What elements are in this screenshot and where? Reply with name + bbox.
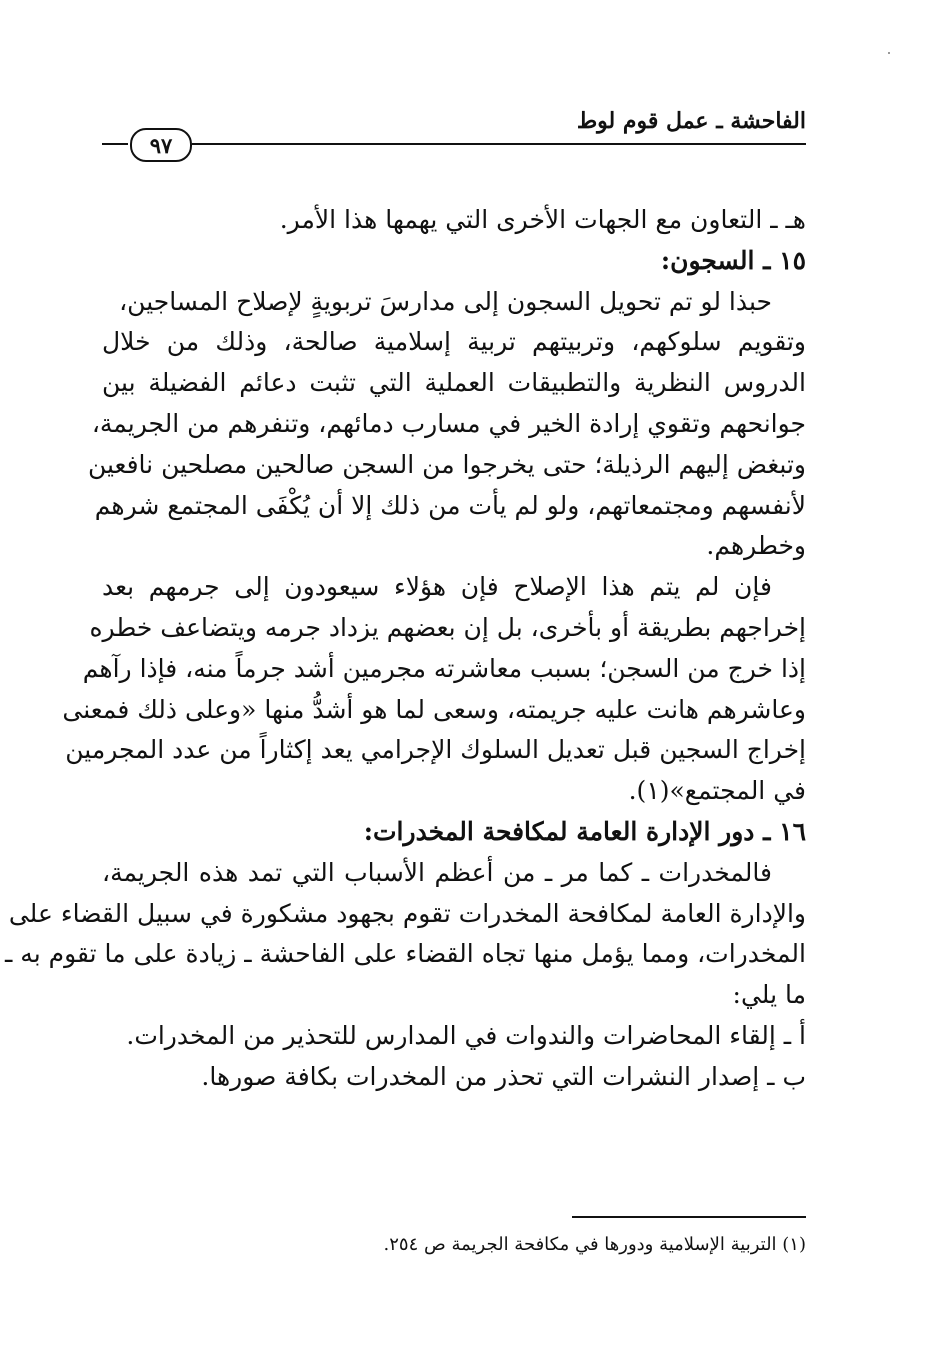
text-line: لأنفسهم ومجتمعاتهم، ولو لم يأت من ذلك إلا أن يُكْفَى المجتمع شرهم [94,490,806,520]
text-line: هـ ـ التعاون مع الجهات الأخرى التي يهمها هذا الأمر. [279,205,806,234]
scan-speck [888,52,890,54]
header-rule [192,143,806,145]
text-line: وتقويم سلوكهم، وتربيتهم تربية إسلامية صالحة، وذلك من خلال [102,327,806,357]
text-line: أ ـ إلقاء المحاضرات والندوات في المدارس للتحذير من المخدرات. [126,1021,806,1050]
text-line: والإدارة العامة لمكافحة المخدرات تقوم بجهود مشكورة في سبيل القضاء على [8,898,806,928]
footnote: (١) التربية الإسلامية ودورها في مكافحة الجريمة ص ٢٥٤. [383,1234,806,1255]
text-line: إخراجهم بطريقة أو بأخرى، بل إن بعضهم يزداد جرمه ويتضاعف خطره [89,613,806,642]
text-line: إخراج السجين قبل تعديل السلوك الإجرامي يعد إكثاراً من عدد المجرمين [65,735,806,765]
header-rule-left [102,143,128,145]
footnote-rule [572,1216,806,1218]
text-line: الدروس النظرية والتطبيقات العملية التي تثبت دعائم الفضيلة بين [102,368,806,398]
text-line: ب ـ إصدار النشرات التي تحذر من المخدرات بكافة صورها. [201,1061,806,1091]
text-line: فالمخدرات ـ كما مر ـ من أعظم الأسباب التي تمد هذه الجريمة، [102,857,772,887]
text-line: وعاشرهم هانت عليه جريمته، وسعى لما هو أشدُّ منها «وعلى ذلك فمعنى [62,694,806,724]
text-line: إذا خرج من السجن؛ بسبب معاشرته مجرمين أشد جرماً منه، فإذا رآهم [82,653,806,683]
page-number-badge: ٩٧ [130,128,192,162]
text-line: في المجتمع»(١). [628,776,806,806]
text-line: المخدرات، ومما يؤمل منها تجاه القضاء على الفاحشة ـ زيادة على ما تقوم به ـ [5,939,806,969]
text-line: وخطرهم. [706,531,806,561]
running-header-title: الفاحشة ـ عمل قوم لوط [576,108,806,134]
text-line: وتبغض إليهم الرذيلة؛ حتى يخرجوا من السجن صالحين مصلحين نافعين [87,449,806,479]
text-line: فإن لم يتم هذا الإصلاح فإن هؤلاء سيعودون إلى جرمهم بعد [102,572,772,602]
text-line: حبذا لو تم تحويل السجون إلى مدارسَ تربويةٍ لإصلاح المساجين، [119,286,772,316]
text-line: ما يلي: [732,980,806,1010]
section-heading: ١٥ ـ السجون: [660,245,806,275]
section-heading: ١٦ ـ دور الإدارة العامة لمكافحة المخدرات: [363,817,806,846]
text-line: جوانحهم وتقوي إرادة الخير في مسارب دمائهم، وتنفرهم من الجريمة، [91,409,806,438]
